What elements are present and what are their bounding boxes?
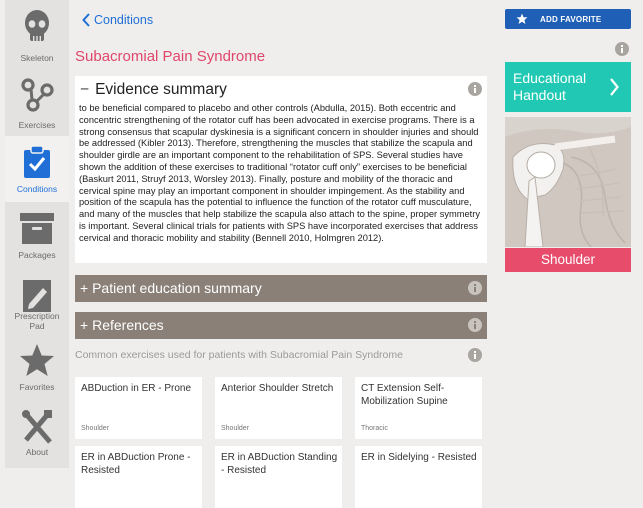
exercise-name: ER in ABDuction Standing - Resisted [221,452,338,476]
about-tools-icon [17,408,57,444]
evidence-summary-title: Evidence summary [95,81,227,98]
patient-education-title: Patient education summary [92,280,262,296]
sidebar-item-conditions[interactable] [5,136,69,202]
shoulder-anatomy-image [505,117,631,247]
prescription-pad-icon [17,276,57,312]
exercise-name: CT Extension Self-Mobilization Supine [361,383,448,407]
handout-label-line1: Educational [513,70,587,86]
exercise-card[interactable] [75,446,202,508]
sidebar-item-label: Packages [18,250,56,260]
sidebar-item-label: Exercises [18,120,56,130]
evidence-summary-header[interactable] [80,81,227,99]
sidebar-nav [5,0,69,468]
skull-icon [17,8,57,44]
exercise-name: ER in Sidelying - Resisted [361,452,477,463]
back-button-label: Conditions [94,13,154,27]
common-exercises-label: Common exercises used for patients with Subacromial Pain Syndrome [75,349,403,361]
expand-icon: + [80,317,93,333]
collapse-icon: − [80,81,90,98]
exercise-category: Shoulder [81,425,110,432]
sidebar-item-exercises[interactable] [5,68,69,134]
info-icon[interactable] [468,82,482,96]
chevron-left-icon [82,13,90,27]
sidebar-item-label: Favorites [19,382,55,392]
expand-icon: + [80,280,93,296]
package-box-icon [17,210,57,246]
info-icon[interactable] [468,318,482,332]
exercise-name: ER in ABDuction Prone - Resisted [81,452,191,476]
evidence-summary-panel [75,76,487,263]
sidebar-item-favorites[interactable] [5,334,69,400]
sidebar-item-label: Pad [29,321,45,331]
evidence-summary-text: to be beneficial compared to placebo and other controls (Abdulla, 2015). Both eccentric and concentric strengthening of the rotator cuff has been advocated in exercise programs. There is a strong consensus that scapular dyskinesia is a significant concern in shoulder injuries and should be addressed (Kibler 2013). Therefore, strengthening the muscles that stabilize the scapula and shoulder girdle are an important component to the rehabilitation of SPS. Several studies have shown the addition of these exercises to traditional “rotator cuff only” exercises to be beneficial (Baskurt 2011, Struyf 2013, Worsley 2013). Finally, posture and mobility of the thoracic and cervical spine may play an important component in shoulder impingement. As the stability and position of the scapula has the potential to influence the function of the rotator cuff musculature, and many of the muscles that help stabilize the scapula also attach to the spine, proper symmetry is important. Several clinical trials for patients with SPS have incorporated exercises that address cervical and thoracic mobility and stability (Bennell 2010, Holmgren 2012). [79,103,481,243]
exercise-card[interactable] [215,377,342,439]
add-favorite-label: ADD FAVORITE [540,14,602,24]
exercise-category: Shoulder [221,425,250,432]
sidebar-item-packages[interactable] [5,202,69,268]
page-title: Subacromial Pain Syndrome [75,48,266,65]
chevron-right-icon [609,78,619,96]
sidebar-item-label: Skeleton [20,53,54,63]
star-icon [17,342,57,378]
body-region-button[interactable]: Shoulder [505,248,631,272]
patient-education-section[interactable] [75,275,487,302]
sidebar-item-prescription-pad[interactable] [5,268,69,334]
info-icon[interactable] [468,281,482,295]
sidebar-item-skeleton[interactable] [5,0,69,66]
exercise-card[interactable] [355,446,482,508]
info-icon[interactable] [615,42,629,56]
references-title: References [92,317,164,333]
sidebar-item-label: Conditions [16,184,58,194]
references-section[interactable] [75,312,487,339]
exercise-name: ABDuction in ER - Prone [81,383,192,394]
shoulder-illustration [505,117,631,247]
exercises-icon [17,76,57,112]
back-button[interactable] [82,11,153,29]
sidebar-item-label: Prescription [14,311,60,321]
sidebar-item-label: About [25,447,49,457]
exercise-card[interactable] [355,377,482,439]
exercise-category: Thoracic [361,425,388,432]
info-icon[interactable] [468,348,482,362]
exercise-card[interactable] [215,446,342,508]
clipboard-check-icon [17,144,57,180]
star-icon [516,13,528,25]
add-favorite-button[interactable] [505,9,631,29]
exercise-name: Anterior Shoulder Stretch [221,383,334,394]
exercise-card[interactable] [75,377,202,439]
handout-label-line2: Handout [513,87,566,103]
sidebar-item-about[interactable] [5,400,69,466]
educational-handout-button[interactable] [505,62,631,112]
